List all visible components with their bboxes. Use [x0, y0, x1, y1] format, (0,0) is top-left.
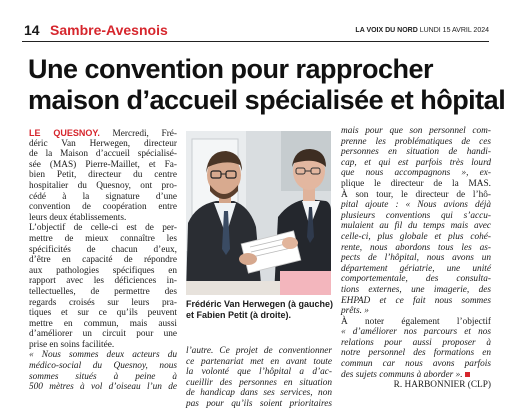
article-line: mettre de mieux connaître les: [29, 233, 177, 244]
article-line: prêts. »: [341, 306, 369, 317]
article-line: de la Maison d’accueil spécialisé-: [29, 149, 177, 160]
headline-line: maison d’accueil spécialisée et hôpital: [28, 85, 506, 115]
article-column-1: [29, 128, 177, 393]
article-line: bien Petit, directeur du centre: [29, 170, 177, 181]
article-line: L’objectif de celle-ci est de per-: [29, 223, 177, 234]
article-line: d’être en capacité de répondre: [29, 255, 177, 266]
article-line: relations pour aussi proposer à: [341, 337, 491, 348]
article-line: notre personnel des formations en: [341, 348, 491, 359]
paper-name: LA VOIX DU NORD: [355, 27, 418, 34]
article-line: l’autre. Ce projet de conventionner: [186, 346, 332, 356]
article-line: cap, et qui est parfois très lourd: [341, 157, 491, 168]
article-line: rente, nous abordons tous les as-: [341, 242, 491, 253]
article-line: pas pour qu’ils soient prioritaires: [186, 398, 332, 409]
masthead: [355, 26, 489, 35]
article-line: plusieurs conventions qui s’accu-: [341, 210, 491, 221]
photo-caption: [186, 299, 334, 321]
article-line: tions externes, une imagerie, des: [341, 284, 491, 295]
article-line: 500 mètres à vol d’oiseau l’un de: [29, 382, 177, 393]
issue-date: LUNDI 15 AVRIL 2024: [419, 27, 489, 34]
article-line: déric Van Herwegen, directeur: [29, 138, 177, 149]
article-line: mais pour que son personnel com-: [341, 126, 491, 136]
article-line: À noter également l’objectif: [341, 316, 491, 327]
article-line: tellectuelles, de permettre des: [29, 286, 177, 297]
article-line: regards croisés sur leurs pra-: [29, 297, 177, 308]
article-line: celle-ci, plus globale et plus cohé-: [341, 231, 491, 242]
article-column-2: [186, 346, 332, 410]
end-mark-icon: [465, 372, 470, 377]
article-line: mulaient au fil du temps mais avec: [341, 221, 491, 232]
article-line: EHPAD et ce fait nous sommes: [341, 295, 491, 306]
article-line: hospitalier du Quesnoy, ont pro-: [29, 180, 177, 191]
article-line: département gériatrie, une unité: [341, 263, 491, 274]
article-line: plique le directeur de la MAS.: [341, 178, 491, 189]
section-title: Sambre-Avesnois: [50, 22, 168, 38]
article-line: « Nous sommes deux acteurs du: [29, 350, 177, 361]
article-photo: [186, 131, 331, 295]
article-line: LE QUESNOY. Mercredi, Fré-: [29, 128, 178, 139]
article-line: la volonté que l’hôpital a d’ac-: [186, 367, 332, 378]
article-line: tiques et sur ce qu’ils peuvent: [29, 308, 177, 319]
article-line: cédé à la signature d’une: [29, 191, 177, 202]
header-rule: [22, 41, 489, 42]
article-line: commun car nous avons parfois: [341, 359, 491, 370]
headline-line: Une convention pour rapprocher: [28, 54, 434, 84]
article-line: comportementale, des consulta-: [341, 274, 491, 285]
headline: [28, 54, 506, 116]
caption-line: et Fabien Petit (à droite).: [186, 310, 292, 320]
article-line: que nous accompagnons », ex-: [341, 168, 491, 179]
photo-illustration: [186, 131, 331, 295]
article-line: sée (MAS) Pierre-Maillet, et Fa-: [29, 159, 177, 170]
caption-line: Frédéric Van Herwegen (à gauche): [186, 299, 334, 309]
dateline: LE QUESNOY.: [29, 128, 100, 138]
article-line: convention de coopération entre: [29, 202, 177, 213]
article-line: médico-social du Quesnoy, nous: [29, 361, 177, 372]
article-line: personnes en situation de handi-: [341, 147, 491, 158]
article-line: de handicap dans ses services, non: [186, 388, 332, 399]
article-line: prise en soins facilitée.: [29, 339, 115, 350]
article-line: cueillir des personnes en situation: [186, 377, 332, 388]
signature: R. HARBONNIER (CLP): [393, 380, 491, 391]
article-line: « d’améliorer nos parcours et nos: [341, 327, 491, 338]
article-line: mettre en commun, mais aussi: [29, 318, 177, 329]
article-column-3: [341, 126, 491, 391]
article-line: sommes situés à peine à: [29, 371, 177, 382]
article-line: À son tour, le directeur de l’hô-: [341, 189, 491, 200]
article-line: leurs deux établissements.: [29, 212, 127, 223]
page-number: 14: [24, 22, 40, 38]
article-line: pects de l’hôpital, nous avons un: [341, 253, 491, 264]
article-line: ce partenariat met en avant toute: [186, 356, 332, 367]
article-line: spécificités de chacun d’eux,: [29, 244, 177, 255]
article-line: pital ajoute : « Nous avions déjà: [341, 200, 491, 211]
article-line: des sujets communs à aborder ».: [341, 370, 491, 381]
article-line: d’améliorer un circuit pour une: [29, 329, 177, 340]
article-line: rapport avec les déficiences in-: [29, 276, 177, 287]
article-line: prenne les problématiques de ces: [341, 136, 491, 147]
article-line: aux pathologies spécifiques en: [29, 265, 177, 276]
